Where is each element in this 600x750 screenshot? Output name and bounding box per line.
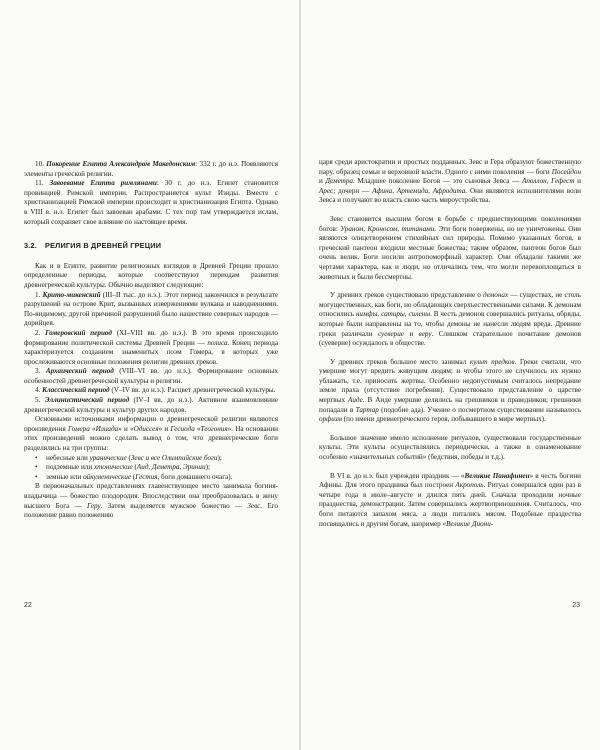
list-item: • небесные или уранические (Зевс и все Олимпийские боги); <box>35 453 222 462</box>
paragraph-goddess: В первоначальных представлениях главенствующее место занимала богиня-владычица — божество плодородия. Впоследствии она преобразовалась в жену высшего Бога — Геру. Затем выделяется мужское божество — Зевс. Его положение равно положению <box>24 482 278 520</box>
paragraph-panathenaea: В VI в. до н.э. был учрежден праздник — «Великие Панафинеи» в честь богини Афины. Для этого праздника был построен Акрополь. Ритуал совершался один раз в четыре года в июле–августе и длился пять дней. Сначала проходили ночные празднества, демонстрации. Затем совершались жертвоприношения. Считалось, что боги питаются запахом мяса, а люди питались мясом. Подобные праздества посвящались и другим богам, например «Великие Диони- <box>319 471 581 528</box>
paragraph-ancestors: У древних греков большое место занимал культ предков. Греки считали, что умершие могут вредить живущим людям; и чтобы этого не случилось их нужно ублажать, т.е. приносить жертвы. Особенно недопустимым считалось непредание земле праха (отсутствие погребения). Существовало представление о царстве мертвых Аиде. В Аиде умершие делились на грешников и праведников; грешники попадали в Тартар (подобие ада). Учение о посмертном существовании называлось орфизм (по имени древнегреческого героя, побывавшего в мире мертвых). <box>319 357 581 424</box>
left-text-column <box>24 160 278 521</box>
paragraph-sources: Основными источниками информации о древнегреческой религии являются произведения Гомера «Илиада» и «Одиссея» и Гесиода «Теогония». На основании этих произведений можно сделать вывод о том, что древнегреческие боги разделялись на три группы: <box>24 415 279 453</box>
period-item: 2. Гомеровский период (XI–VIII вв. до н.э.). В это время происходило формирование политической системы Древней Греции — полиса. Конец периода характеризуется созданием знаменитых поэм Гомера, в которых уже прослеживаются основные положения религии древних греков. <box>24 328 279 366</box>
period-item: 3. Архаический период (VIII–VI вв. до н.э.). Формирование основных особенностей древнегреческой культуры и религии. <box>24 367 278 385</box>
spacer <box>319 282 581 291</box>
period-item: 4. Классический период (V–IV вв. до н.э.). Расцвет древнегреческой культуры. <box>35 386 276 395</box>
spacer <box>319 349 581 358</box>
paragraph-greece-intro: Как и в Египте, развитие религиозных взглядов в Древней Греции прошло определенные периоды, которые соответствуют периодам развития древнегреческой культуры. Обычно выделяют следующие: <box>24 261 278 289</box>
section-heading: 3.2. РЕЛИГИЯ В ДРЕВНЕЙ ГРЕЦИИ <box>24 241 162 251</box>
right-page <box>301 0 600 750</box>
spacer <box>319 206 581 215</box>
god-groups-list <box>24 454 278 483</box>
spacer <box>319 425 581 434</box>
paragraph-zeus-supreme: Зевс становится высшим богом в борьбе с предшествующими поколениями богов: Ураном, Кроносом, титанами. Эти боги повержены, но не уничтожены. Они являются олицетворением стихийных сил природы. Помимо указанных богов, в греческий пантеон входили местные божества; таким образом, пантеон богов был очень велик. Боги носили антропоморфный характер. Они обладали такими же чертами характера, как и люди, но отличались тем, что могли перевоплощаться в животных и были бессмертны. <box>319 214 581 281</box>
paragraph-egypt-alexander: 10. Покорение Египта Александром Македонским: 332 г. до н.э. Появляются элементы греческой религии. <box>24 160 278 178</box>
paragraph-demons: У древних греков существовало представление о демонах — существах, не столь могущественных, как боги, но обладающих сверхъестественными силами. К демонам относились нимфы, сатиры, силены. В честь демонов совершались ритуалы, обряды, которые были направлены на то, чтобы демоны не нанесли людям вреда. Древние греки различали суеверие и веру. Слишком старательное почитание демонов (суеверие) осуждалось в обществе. <box>319 291 582 348</box>
period-item: 1. Крито-микенский (III–II тыс. до н.э.). Этот период закончился в результате разрушений на острове Крит, вызванных извержениями вулкана и наводнениями. По-видимому, другой причиной разрушений было нашествие северных народов — дорийцев. <box>24 290 278 328</box>
period-item: 5. Эллинистический период (IV–I вв. до н.э.). Активное взаимовлияние древнегреческой культуры и культур других народов. <box>24 396 278 414</box>
spacer <box>319 463 581 472</box>
left-page <box>0 0 299 750</box>
paragraph-zeus-hera: царя среди аристократии и простых подданных. Зевс и Гера образуют божественную пару, образец семьи и верховной власти. Одного с ними поколения — боги Посейдон и Деметра. Младшее поколение Богов — это сыновья Зевса — Аполлон, Гефест и Арес; дочери — Афина, Артемида, Афродита. Они являются исполнителями воли Зевса и получают во власть свою часть мироустройства. <box>319 158 581 205</box>
list-item: • подземные или хтонические (Аид, Деметра, Эринии); <box>35 463 210 472</box>
list-item: • земные или ойкуменические (Гестия, боги домашнего очага). <box>35 472 233 481</box>
page-number: 23 <box>572 602 580 609</box>
paragraph-egypt-rome: 11. Завоевание Египта римлянами: 30 г. до н.э. Египет становится провинцией Римской империи. Распространяется культ Изиды. Вместе с христианизацией Римской империи происходит и христианизация Египта. Однако в VIII в. н.э. Египет был завоеван арабами. С тех пор там утверждается ислам, который сохраняет свое влияние по настоящее время. <box>24 179 278 226</box>
page-number: 22 <box>24 602 32 609</box>
right-text-column <box>319 158 581 529</box>
paragraph-rituals: Большое значение имело исполнение ритуалов, существовали государственные культы. Эти культы осуществлялись периодически, а также в ознаменование особенно «значительных событий» (бедствия, победы и т.д.). <box>319 433 581 462</box>
